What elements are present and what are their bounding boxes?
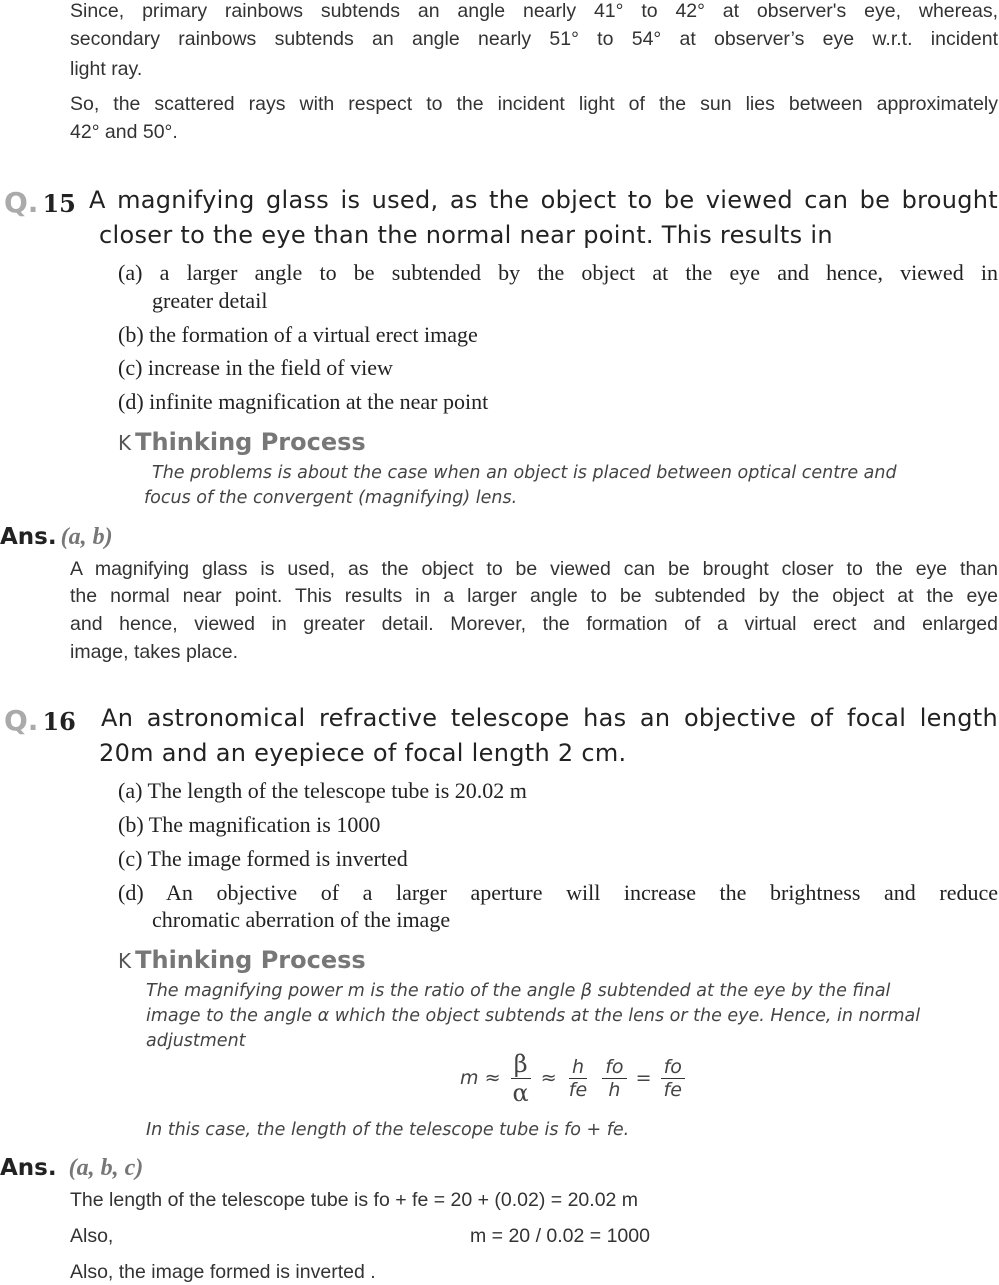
thinking-process-title: Thinking Process [135, 946, 366, 974]
question-marker: Q. [4, 704, 39, 737]
thinking-process-heading [118, 946, 366, 974]
fraction-h-fe [566, 1056, 590, 1101]
answer-text: The length of the telescope tube is fo + fe = 20 + (0.02) = 20.02 m [70, 1189, 639, 1211]
option-b: (b) the formation of a virtual erect image [118, 322, 478, 347]
intro-line: Since, primary rainbows subtends an angle nearly 41° to 42° at observer's eye, whereas, [70, 0, 998, 22]
fraction-beta-alpha [510, 1050, 532, 1107]
formula-approx: ≈ [484, 1067, 501, 1089]
question-16-heading [4, 704, 76, 737]
question-text: An astronomical refractive telescope has an objective of focal length [101, 704, 998, 732]
answer-value: (a, b, c) [68, 1155, 144, 1181]
intro-line: light ray. [70, 58, 143, 80]
question-text: closer to the eye than the normal near point. This results in [99, 221, 833, 249]
thinking-text: The problems is about the case when an object is placed between optical centre and [152, 463, 897, 483]
thinking-text: image to the angle α which the object subtends at the lens or the eye. Hence, in normal [146, 1006, 921, 1026]
thinking-text: In this case, the length of the telescope tube is fo + fe. [146, 1120, 630, 1140]
option-a: (a) a larger angle to be subtended by the object at the eye and hence, viewed in [118, 260, 998, 285]
thinking-text: adjustment [146, 1031, 246, 1051]
option-a: (a) The length of the telescope tube is 20.02 m [118, 778, 527, 803]
formula-m: m [460, 1067, 479, 1089]
alpha: α [512, 1079, 529, 1107]
option-b: (b) The magnification is 1000 [118, 812, 381, 837]
magnification-formula [460, 1050, 688, 1107]
answer-heading [0, 1155, 143, 1182]
formula-equals: = [635, 1067, 652, 1089]
fraction-fo-h [602, 1056, 626, 1101]
intro-line: So, the scattered rays with respect to the incident light of the sun lies between approximately [70, 93, 998, 115]
intro-line: 42° and 50°. [70, 121, 178, 143]
thinking-text: The magnifying power m is the ratio of the angle β subtended at the eye by the final [146, 981, 891, 1001]
answer-label: Ans. [0, 1155, 57, 1181]
question-number: 15 [42, 189, 76, 218]
answer-text: and hence, viewed in greater detail. Morever, the formation of a virtual erect and enlarged [70, 613, 998, 635]
answer-text: A magnifying glass is used, as the object to be viewed can be brought closer to the eye than [70, 558, 998, 580]
question-number: 16 [42, 707, 76, 736]
option-c: (c) The image formed is inverted [118, 846, 408, 871]
option-d: (d) An objective of a larger aperture will increase the brightness and reduce [118, 880, 998, 905]
option-d: (d) infinite magnification at the near point [118, 389, 489, 414]
option-d-cont: chromatic aberration of the image [152, 907, 451, 932]
answer-text: Also, the image formed is inverted . [70, 1261, 376, 1283]
h: h [608, 1079, 621, 1101]
fraction-fo-fe [661, 1056, 685, 1101]
answer-value: (a, b) [60, 524, 113, 550]
fo: fo [661, 1056, 685, 1079]
answer-heading [0, 524, 113, 551]
question-15-heading [4, 186, 76, 219]
thinking-process-title: Thinking Process [135, 428, 366, 456]
answer-label: Ans. [0, 524, 57, 550]
h: h [569, 1056, 587, 1079]
thinking-process-icon: K [118, 949, 132, 973]
question-text: 20m and an eyepiece of focal length 2 cm. [99, 739, 627, 767]
intro-line: secondary rainbows subtends an angle nearly 51° to 54° at observer’s eye w.r.t. incident [70, 28, 998, 50]
answer-text: the normal near point. This results in a larger angle to be subtended by the object at the eye [70, 585, 998, 607]
option-a-cont: greater detail [152, 288, 268, 313]
answer-text: Also, [70, 1225, 114, 1247]
fe: fe [568, 1079, 588, 1101]
beta: β [511, 1050, 531, 1079]
option-c: (c) increase in the field of view [118, 355, 393, 380]
fe: fe [663, 1079, 682, 1101]
answer-text: image, takes place. [70, 641, 239, 663]
answer-text: m = 20 / 0.02 = 1000 [470, 1225, 650, 1247]
fo: fo [602, 1056, 626, 1079]
thinking-text: focus of the convergent (magnifying) lens. [144, 488, 518, 508]
thinking-process-heading [118, 428, 366, 456]
question-text: A magnifying glass is used, as the object to be viewed can be brought [89, 186, 998, 214]
formula-approx: ≈ [540, 1067, 557, 1089]
question-marker: Q. [4, 186, 39, 219]
thinking-process-icon: K [118, 431, 132, 455]
